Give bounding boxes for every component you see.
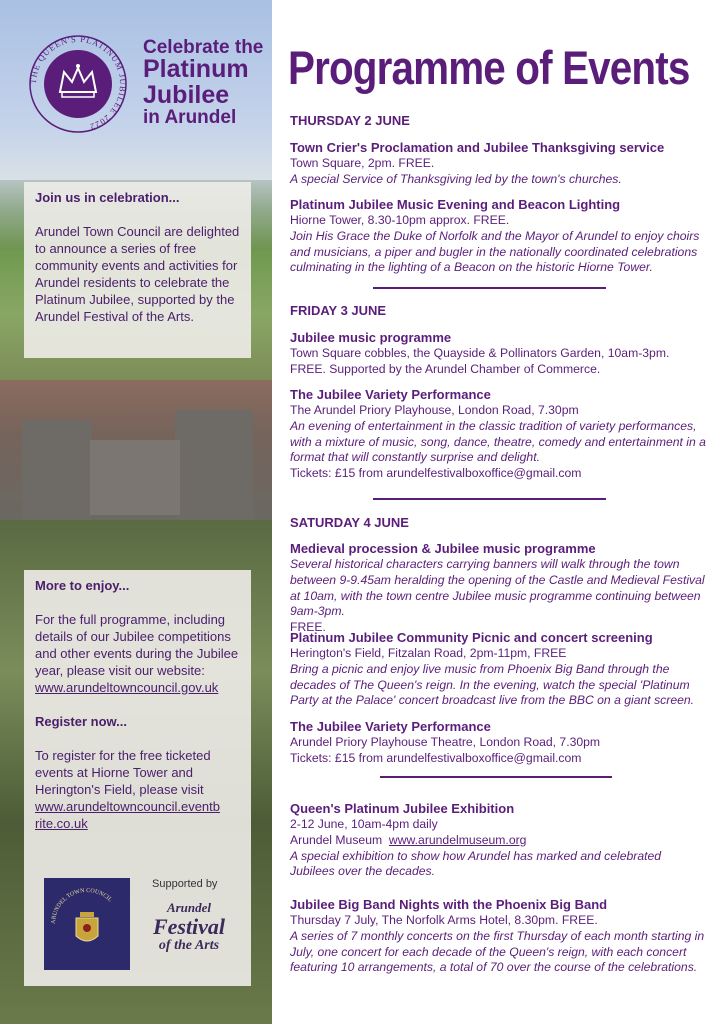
event-location: Hiorne Tower, 8.30-10pm approx. FREE. <box>290 213 510 227</box>
council-website-link[interactable]: www.arundeltowncouncil.gov.uk <box>35 680 219 695</box>
event-music-programme <box>290 329 706 378</box>
day-heading-thursday: THURSDAY 2 JUNE <box>290 113 410 128</box>
event-venue <box>290 833 706 849</box>
museum-website-link[interactable]: www.arundelmuseum.org <box>388 832 527 847</box>
event-location: Thursday 7 July, The Norfolk Arms Hotel, 8.30pm. FREE. <box>290 913 598 927</box>
festival-logo-line1: Arundel <box>166 900 212 915</box>
castle-wall-photo <box>90 440 180 515</box>
council-crest-icon <box>44 878 130 970</box>
more-to-enjoy-panel <box>24 570 251 986</box>
event-beacon-lighting <box>290 196 706 276</box>
day-heading-friday: FRIDAY 3 JUNE <box>290 303 387 318</box>
join-us-panel <box>24 182 251 358</box>
divider <box>373 498 606 500</box>
more-to-enjoy-body: For the full programme, including details of our Jubilee competitions and other events during the Jubilee year, please visit our website: <box>35 612 239 678</box>
divider <box>373 287 606 289</box>
event-location: The Arundel Priory Playhouse, London Road, 7.30pm <box>290 403 579 417</box>
event-title: The Jubilee Variety Performance <box>290 387 491 402</box>
event-location: Town Square, 2pm. FREE. <box>290 156 435 170</box>
event-community-picnic <box>290 629 706 709</box>
event-tickets: Tickets: £15 from arundelfestivalboxoffice@gmail.com <box>290 466 582 481</box>
divider <box>380 776 612 778</box>
event-title: Medieval procession & Jubilee music programme <box>290 541 596 556</box>
join-us-heading: Join us in celebration... <box>35 190 180 205</box>
event-variety-performance-2 <box>290 718 706 767</box>
event-medieval-procession <box>290 540 706 636</box>
festival-logo-line3: of the Arts <box>158 938 220 953</box>
event-variety-performance <box>290 386 706 482</box>
eventbrite-link[interactable] <box>35 798 240 832</box>
event-location: Herington's Field, Fitzalan Road, 2pm-11pm, FREE <box>290 646 567 660</box>
event-description: A special Service of Thanksgiving led by the town's churches. <box>290 171 622 186</box>
arundel-festival-logo <box>139 900 239 954</box>
photo-column <box>0 0 272 1024</box>
event-title: Jubilee music programme <box>290 330 452 345</box>
more-to-enjoy-heading: More to enjoy... <box>35 578 130 593</box>
event-big-band-nights <box>290 896 706 976</box>
event-description: Several historical characters carrying banners will walk through the town between 9-9.45am heralding the opening of the Castle and Medieval Festival at 10am, with the town centre Jubilee music programme continuing between 9am-3pm. <box>290 557 705 619</box>
celebrate-line1: Celebrate the <box>143 37 264 58</box>
celebrate-line4: in Arundel <box>143 107 237 129</box>
svg-text:THE QUEEN'S PLATINUM JUBILEE 2: THE QUEEN'S PLATINUM JUBILEE 2022 <box>28 34 128 133</box>
event-dates: 2-12 June, 10am-4pm daily <box>290 817 438 831</box>
event-description: Join His Grace the Duke of Norfolk and the Mayor of Arundel to enjoy choirs and musicians, a piper and bugler in the nationally coordinated celebrations culminating in the lighting of a Beacon on the historic Hiorne Tower. <box>290 228 700 275</box>
event-title: Platinum Jubilee Community Picnic and concert screening <box>290 630 653 645</box>
eventbrite-link-part1: www.arundeltowncouncil.eventb <box>35 799 220 814</box>
event-location: Town Square cobbles, the Quayside & Pollinators Garden, 10am-3pm. FREE. Supported by the Arundel Chamber of Commerce. <box>290 346 670 376</box>
join-us-body: Arundel Town Council are delighted to announce a series of free community events and activities for Arundel residents to celebrate the Platinum Jubilee, supported by the Arundel Festival of the Arts. <box>35 224 240 324</box>
register-now-heading: Register now... <box>35 714 127 729</box>
supported-by-label: Supported by <box>152 878 218 890</box>
castle-tower-photo <box>175 410 253 520</box>
register-now-body: To register for the free ticketed events at Hiorne Tower and Herington's Field, please visit <box>35 748 211 797</box>
event-price: FREE. <box>290 620 326 635</box>
celebrate-line2: Platinum <box>143 55 249 84</box>
event-location: Arundel Priory Playhouse Theatre, London Road, 7.30pm <box>290 735 601 749</box>
festival-logo-line2: Festival <box>152 914 226 939</box>
svg-text:ARUNDEL TOWN COUNCIL: ARUNDEL TOWN COUNCIL <box>50 887 113 925</box>
museum-name: Arundel Museum <box>290 832 383 847</box>
event-title: The Jubilee Variety Performance <box>290 719 491 734</box>
event-description: Bring a picnic and enjoy live music from Phoenix Big Band through the decades of The Queen's reign. In the evening, watch the special 'Platinum Party at the Palace' concert broadcast live from the BBC on a giant screen. <box>290 661 695 708</box>
event-title: Queen's Platinum Jubilee Exhibition <box>290 801 515 816</box>
event-description: A series of 7 monthly concerts on the first Thursday of each month starting in July, one concert for each decade of the Queen's reign, with each concert featuring 10 arrangements, a total of 70 over the course of the celebrations. <box>290 928 705 975</box>
arundel-town-council-logo <box>44 878 130 970</box>
castle-tower-photo <box>22 420 92 520</box>
event-jubilee-exhibition <box>290 800 706 880</box>
event-title: Town Crier's Proclamation and Jubilee Thanksgiving service <box>290 140 665 155</box>
eventbrite-link-part2: rite.co.uk <box>35 816 88 831</box>
event-town-crier <box>290 139 706 188</box>
event-title: Jubilee Big Band Nights with the Phoenix Big Band <box>290 897 608 912</box>
celebrate-line3: Jubilee <box>143 80 230 109</box>
platinum-jubilee-crest-icon <box>28 34 128 134</box>
event-description: A special exhibition to show how Arundel has marked and celebrated Jubilees over the decades. <box>290 848 662 879</box>
event-title: Platinum Jubilee Music Evening and Beacon Lighting <box>290 197 621 212</box>
event-tickets: Tickets: £15 from arundelfestivalboxoffice@gmail.com <box>290 750 582 765</box>
event-description: An evening of entertainment in the classic tradition of variety performances, with a mixture of music, song, dance, theatre, comedy and entertainment in a format that will constantly surprise and delight. <box>290 418 706 465</box>
page-title: Programme of Events <box>288 41 690 94</box>
day-heading-saturday: SATURDAY 4 JUNE <box>290 515 409 530</box>
celebrate-heading <box>143 38 265 128</box>
